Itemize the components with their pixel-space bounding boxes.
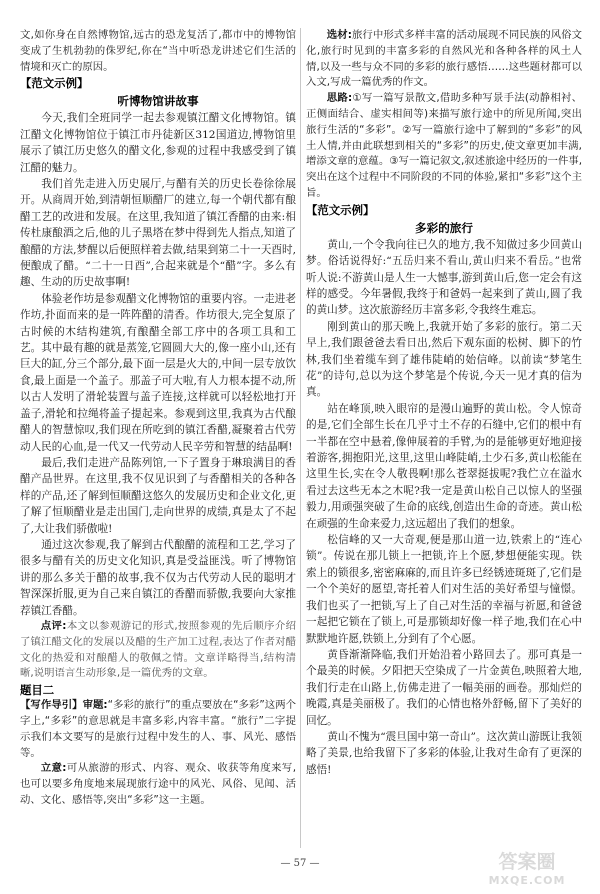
material-text: 旅行中形式多样丰富的活动展现不同民族的风俗文化,旅行时见到的丰富多彩的自然风光和各种各样的风土人情,以及一些与众不同的多彩的旅行感悟……这些题材都可以入文,写成一篇优秀的作文。 bbox=[306, 29, 582, 89]
intro-text: 文,如你身在自然博物馆,远古的恐龙复活了,都市中的博物馆变成了生机勃勃的侏罗纪,你在“当中听恐龙讲述它们生活的情境和灭亡的原因。 bbox=[20, 29, 296, 73]
idea-text: 可从旅游的形式、内容、观众、收获等角度来写,也可以要多角度地来展现旅行途中的风光、风俗、见闻、活动、文化、感悟等,突出“多彩”这一主题。 bbox=[20, 762, 296, 806]
essay1-paragraph: 体验老作坊是参观醋文化博物馆的重要内容。一走进老作坊,扑面而来的是一阵阵醋的清香。作坊很大,完全复原了古时候的木结构建筑,有酿醋全部工序中的各项工具和工艺。其中最有趣的就是蒸笼,它圆圆大大的,像一座小山,还有巨大的缸,分三个部分,最下面一层是火大的,中间一层专放饮食,最上面是一个盖子。那盖子可大啦,有人力根本提不动,所以古人发明了滑轮装置与盖子连接,这样就可以轻松地打开盖子,滑轮和拉绳将盖子提起来。参观到这里,我真为古代酿醋人的智慧惊叹,我们现在所吃到的镇江香醋,凝聚着古代劳动人民的心血,是一代又一代劳动人民辛劳和智慧的结晶啊! bbox=[20, 292, 296, 453]
model-essay-label-2: 【范文示例】 bbox=[306, 202, 375, 217]
comment-block bbox=[20, 619, 296, 682]
watermark-text: 答案圈 bbox=[498, 851, 556, 873]
material-label: 选材: bbox=[326, 29, 352, 41]
material-block bbox=[306, 28, 582, 91]
review-text: “多彩的旅行”的重点要放在“多彩”这两个字上,“多彩”的意思就是丰富多彩,内容丰富。“旅行”二字提示我们本文要写的是旅行过程中发生的人、事、风光、感悟等。 bbox=[20, 699, 296, 759]
right-column bbox=[306, 28, 582, 850]
watermark-logo-icon bbox=[468, 844, 586, 888]
essay1-paragraph: 我们首先走进入历史展厅,与醋有关的历史长卷徐徐展开。从商周开始,到清朝恒顺醋厂的建立,每一个朝代都有酿醋工艺的改进和发展。在这里,我知道了镇江香醋的由来:相传杜康酿酒之后,他的儿子黑塔在梦中得到先人指点,知道了酿醋的方法,梦醒以后便照样着去做,结果到第二十一天酉时,便酿成了醋。“二十一日酉”,合起来就是个“醋”字。多么有趣、生动的历史故事啊! bbox=[20, 178, 296, 289]
thinking-block bbox=[306, 91, 582, 202]
essay2-paragraph: 松信峰的又一大奇观,便是那山道一边,铁索上的“连心锁”。传说在那儿锁上一把锁,许上个愿,梦想便能实现。铁索上的锁很多,密密麻麻的,而且许多已经锈迹斑斑了,它们是一个个美好的愿望,寄托着人们对生活的美好希望与憧憬。我们也买了一把锁,写上了自己对生活的幸福与祈愿,和爸爸一起把它锁在了锁上,可是那锁却好像一样子地,我们在心中默默地许愿,铁锁上,分到有了个心愿。 bbox=[306, 534, 582, 645]
thinking-text: ①写一篇写景散文,借助多种写景手法(动静相衬、正侧面结合、虚实相间等)来描写旅行途中的所见所闻,突出旅行生活的“多彩”。②写一篇旅行途中了解到的“多彩”的风土人情,并由此联想到相关的“多彩”的历史,使文章更加丰满,增添文章的意蕴。③写一篇记叙文,叙述旅途中经历的一件事,突出在这个过程中不同阶段的不同的体验,紧扣“多彩”这个主旨。 bbox=[306, 92, 582, 199]
watermark-url: MXQE.COM bbox=[488, 874, 566, 887]
essay1-paragraph: 今天,我们全班同学一起去参观镇江醋文化博物馆。镇江醋文化博物馆位于镇江市丹徒新区312国道边,博物馆里展示了镇江历史悠久的醋文化,参观的过程中我感受到了镇江醋的魅力。 bbox=[20, 112, 296, 174]
essay2-paragraph: 站在峰顶,映入眼帘的是漫山遍野的黄山松。令人惊奇的是,它们全部生长在几乎寸土不存的石缝中,它们的根中有一半都在空中悬着,像伸展着的手臂,为的是能够更好地迎接着游客,拥抱阳光,这里,这里山峰陡峭,土少石多,黄山松能在这里生长,实在令人敬畏啊!那么苍翠挺拔呢?我伫立在溢水看过去这些无本之木呢?我一定是黄山松自己以惊人的坚强毅力,用顽强突破了生命的底线,创造出生命的奇迹。黄山松在顽强的生命来爱力,这远超出了我们的想象。 bbox=[306, 402, 582, 530]
left-column bbox=[20, 28, 296, 850]
review-label: 审题: bbox=[82, 699, 108, 712]
guide-block bbox=[20, 698, 296, 761]
essay1-paragraph: 最后,我们走进产品陈列馆,一下子置身于琳琅满目的香醋产品世界。在这里,我不仅见识到了与香醋相关的各种各样的产品,还了解到恒顺醋这悠久的发展历史和企业文化,更了解了恒顺醋业是走出国门,走向世界的成绩,真是太了不起了,大让我们骄傲啦! bbox=[20, 456, 296, 535]
essay2-paragraph: 黄昏渐渐降临,我们开始沿着小路回去了。那可真是一个最美的时候。夕阳把天空染成了一片金黄色,映照着大地,我们行走在山路上,仿佛走进了一幅美丽的画卷。那灿烂的晚霞,真是美丽极了。我们的心情也格外舒畅,留下了美好的回忆。 bbox=[306, 648, 582, 727]
essay2-paragraph: 刚到黄山的那天晚上,我就开始了多彩的旅行。第二天早上,我们跟爸爸去看日出,然后下观东面的松树、脚下的竹林,我们坐着缆车到了雄伟陡峭的始信峰。以前读“梦笔生花”的诗句,总以为这个梦笔是个传说,今天一见才真的信为真。 bbox=[306, 320, 582, 399]
essay-title-2: 多彩的旅行 bbox=[415, 220, 473, 235]
thinking-label: 思路: bbox=[326, 92, 353, 105]
comment-label: 点评: bbox=[40, 619, 67, 632]
topic-label: 题目二 bbox=[20, 683, 55, 698]
model-essay-label-1: 【范文示例】 bbox=[20, 76, 89, 91]
essay-title-1: 听博物馆讲故事 bbox=[117, 94, 199, 109]
idea-label: 立意: bbox=[40, 762, 67, 775]
idea-block bbox=[20, 761, 296, 808]
essay2-paragraph: 黄山不愧为“震旦国中第一奇山”。这次黄山游既让我领略了美景,也给我留下了多彩的体验,让我对生命有了更深的感悟! bbox=[306, 730, 582, 776]
guide-label: 【写作导引】 bbox=[20, 699, 83, 712]
essay2-paragraph: 黄山,一个令我向往已久的地方,我不知做过多少回黄山梦。俗话说得好:“五岳归来不看山,黄山归来不看岳。”也常听人说:不游黄山是人生一大憾事,游到黄山后,您一定会有这样的感受。今年暑假,我终于和爸妈一起来到了黄山,圆了我的黄山梦。这次旅游经历丰富多彩,令我终生难忘。 bbox=[306, 238, 582, 317]
column-divider bbox=[300, 28, 301, 848]
page-number: — 57 — bbox=[280, 858, 320, 869]
essay1-paragraph: 通过这次参观,我了解到古代酿醋的流程和工艺,学习了很多与醋有关的历史文化知识,真是受益匪浅。听了博物馆讲的那么多关于醋的故事,我不仅为古代劳动人民的聪明才智深深折服,更为自己来自镇江的香醋而骄傲,我要向大家推荐镇江香醋。 bbox=[20, 538, 296, 617]
comment-text: 本文以参观游记的形式,按照参观的先后顺序介绍了镇江醋文化的发展以及醋的生产加工过程,表达了作者对醋文化的热爱和对酿醋人的敬佩之情。文章详略得当,结构清晰,说明语言生动形象,是一篇优秀的文章。 bbox=[20, 619, 296, 680]
